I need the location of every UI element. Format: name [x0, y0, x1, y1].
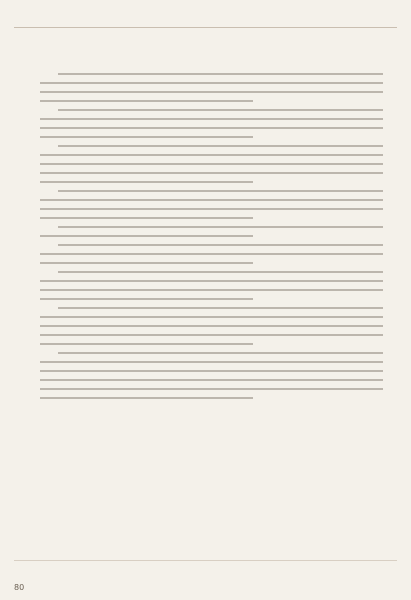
paragraph [40, 226, 383, 237]
paragraph [40, 307, 383, 345]
paragraph [40, 73, 383, 102]
header-divider [14, 27, 397, 28]
paragraph [40, 109, 383, 138]
footer-divider [14, 560, 397, 561]
paragraph [40, 271, 383, 300]
page-number: 80 [14, 583, 25, 592]
body-text [40, 68, 383, 546]
paragraph [40, 145, 383, 183]
paragraph [40, 352, 383, 399]
paragraph [40, 190, 383, 219]
running-header [14, 6, 397, 26]
paragraph [40, 244, 383, 264]
